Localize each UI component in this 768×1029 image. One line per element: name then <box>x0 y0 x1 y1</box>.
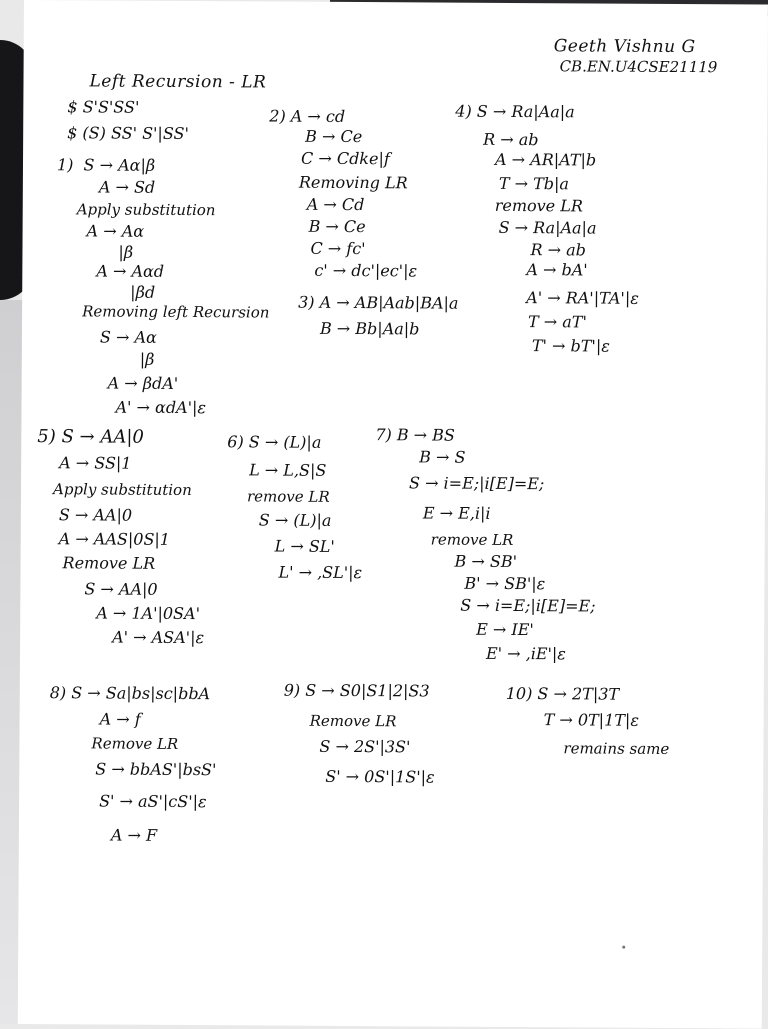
note-line: 5) S → AA|0 <box>37 426 144 448</box>
roll-number: CB.EN.U4CSE21119 <box>559 57 718 77</box>
note-line: A' → ASA'|ε <box>112 627 205 648</box>
note-line: A → F <box>110 825 158 845</box>
note-line: remains same <box>563 739 670 758</box>
notebook-page <box>18 0 768 1029</box>
note-line: R → ab <box>530 240 586 260</box>
note-line: C → fc' <box>310 238 366 259</box>
note-line: B' → SB'|ε <box>464 573 546 594</box>
note-line: C → Cdke|f <box>300 148 390 169</box>
note-line: Remove LR <box>91 734 179 753</box>
note-line: B → S <box>419 447 466 467</box>
note-line: A → f <box>99 709 141 729</box>
note-line: 6) S → (L)|a <box>227 432 322 452</box>
note-line: A → Sd <box>98 177 156 197</box>
note-line: A → βdA' <box>107 373 179 393</box>
note-line: Removing LR <box>298 172 408 193</box>
note-line: E → E,i|i <box>422 503 491 523</box>
note-line: R → ab <box>483 129 539 150</box>
note-line: $ (S) SS' S'|SS' <box>67 123 189 144</box>
note-line: S → Ra|Aa|a <box>498 217 597 238</box>
note-line: A → SS|1 <box>59 453 132 473</box>
note-line: 7) B → BS <box>375 425 455 445</box>
note-line: T' → bT'|ε <box>531 336 610 356</box>
note-line: B → Bb|Aa|b <box>319 318 420 339</box>
note-line: S → 2S'|3S' <box>319 736 411 757</box>
note-line: $ S'S'SS' <box>67 97 140 117</box>
student-name: Geeth Vishnu G <box>553 36 696 58</box>
note-line: Remove LR <box>309 711 397 731</box>
note-line: L → L,S|S <box>249 460 327 480</box>
note-line: E → IE' <box>476 619 534 640</box>
paper-speck <box>622 946 625 949</box>
note-line: 2) A → cd <box>269 106 346 126</box>
note-line: c' → dc'|ec'|ε <box>314 260 418 281</box>
note-line: 9) S → S0|S1|2|S3 <box>283 680 430 701</box>
note-line: E' → ,iE'|ε <box>485 643 566 664</box>
note-line: Remove LR <box>62 553 156 573</box>
note-line: S → i=E;|i[E]=E; <box>408 473 545 494</box>
note-line: remove LR <box>430 530 514 549</box>
note-line: A → AR|AT|b <box>494 149 597 170</box>
page-title: Left Recursion - LR <box>89 71 267 93</box>
note-line: 8) S → Sa|bs|sc|bbA <box>49 683 211 704</box>
note-line: S → bbAS'|bsS' <box>95 759 217 780</box>
note-line: 4) S → Ra|Aa|a <box>455 101 575 122</box>
note-line: 3) A → AB|Aab|BA|a <box>298 292 459 313</box>
note-line: S → Aα <box>99 327 157 347</box>
note-line: S' → 0S'|1S'|ε <box>325 766 435 787</box>
note-line: |β <box>139 349 155 369</box>
note-line: A → AAS|0S|1 <box>58 529 171 549</box>
note-line: A → Aα <box>86 221 145 241</box>
note-line: S → AA|0 <box>58 505 133 525</box>
note-line: S' → aS'|cS'|ε <box>99 791 207 812</box>
note-line: S → AA|0 <box>84 579 158 599</box>
note-line: Apply substitution <box>52 480 192 500</box>
note-line: A → Aαd <box>96 261 165 281</box>
note-line: A' → RA'|TA'|ε <box>526 288 639 308</box>
note-line: A' → αdA'|ε <box>115 397 207 418</box>
note-line: remove LR <box>494 195 583 216</box>
note-line: A → Cd <box>306 194 365 215</box>
note-line: A → 1A'|0SA' <box>96 603 201 624</box>
note-line: T → aT' <box>527 312 587 332</box>
note-line: Apply substitution <box>76 200 216 220</box>
note-line: B → SB' <box>454 551 518 572</box>
note-line: B → Ce <box>308 216 366 237</box>
note-line: T → 0T|1T|ε <box>543 710 639 730</box>
note-line: L → SL' <box>274 536 335 556</box>
note-line: remove LR <box>246 487 330 506</box>
note-line: S → (L)|a <box>258 510 332 530</box>
note-line: Removing left Recursion <box>82 302 270 322</box>
note-line: 10) S → 2T|3T <box>505 683 620 704</box>
note-line: 1) S → Aα|β <box>56 155 156 175</box>
note-line: S → i=E;|i[E]=E; <box>460 595 596 616</box>
note-line: |β <box>118 242 134 262</box>
note-line: L' → ,SL'|ε <box>278 562 363 583</box>
note-line: |βd <box>130 282 156 302</box>
note-line: B → Ce <box>305 126 363 147</box>
note-line: A → bA' <box>526 260 588 280</box>
note-line: T → Tb|a <box>498 173 570 194</box>
